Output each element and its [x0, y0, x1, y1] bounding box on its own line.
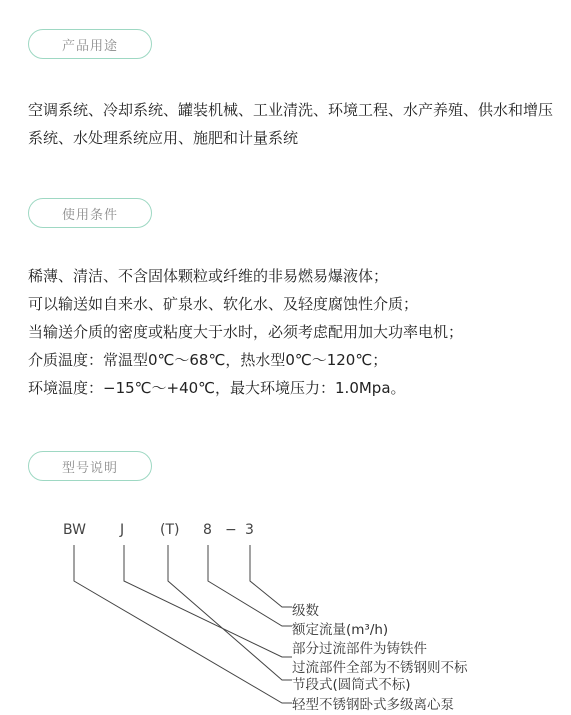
legend-stage-count: 级数	[292, 603, 319, 619]
leader-line-bw	[74, 545, 292, 703]
leader-line-t	[168, 545, 292, 680]
legend-stainless-note: 过流部件全部为不锈钢则不标	[292, 660, 468, 676]
section-title-model-label: 型号说明	[61, 460, 118, 476]
section-title-usage-label: 产品用途	[61, 38, 118, 54]
condition-line: 可以输送如自来水、矿泉水、软化水、及轻度腐蚀性介质；	[28, 295, 419, 313]
leader-line-3	[250, 545, 292, 607]
condition-line: 稀薄、清洁、不含固体颗粒或纤维的非易燃易爆液体；	[28, 267, 389, 285]
legend-rated-flow: 额定流量(m³/h)	[292, 622, 389, 638]
condition-line: 介质温度：常温型0℃～68℃，热水型0℃～120℃；	[28, 351, 388, 369]
condition-line: 当输送介质的密度或粘度大于水时，必须考虑配用加大功率电机；	[28, 323, 464, 341]
condition-line: 环境温度：−15℃～+40℃，最大环境压力：1.0Mpa。	[28, 379, 406, 397]
usage-text: 空调系统、冷却系统、罐装机械、工业清洗、环境工程、水产养殖、供水和增压系统、水处理系统应用、施肥和计量系统	[28, 101, 554, 147]
model-code-bw: BW	[63, 522, 86, 538]
model-code-8: 8	[203, 522, 212, 538]
legend-segment-type: 节段式(圆筒式不标)	[292, 677, 411, 693]
section-title-conditions-label: 使用条件	[61, 207, 118, 223]
legend-pump-type: 轻型不锈钢卧式多级离心泵	[292, 697, 454, 713]
model-code-3: 3	[245, 522, 254, 538]
model-code-dash: −	[225, 522, 237, 538]
model-code-t: (T)	[160, 522, 180, 538]
model-code-j: J	[120, 522, 125, 538]
legend-cast-iron: 部分过流部件为铸铁件	[292, 641, 427, 657]
